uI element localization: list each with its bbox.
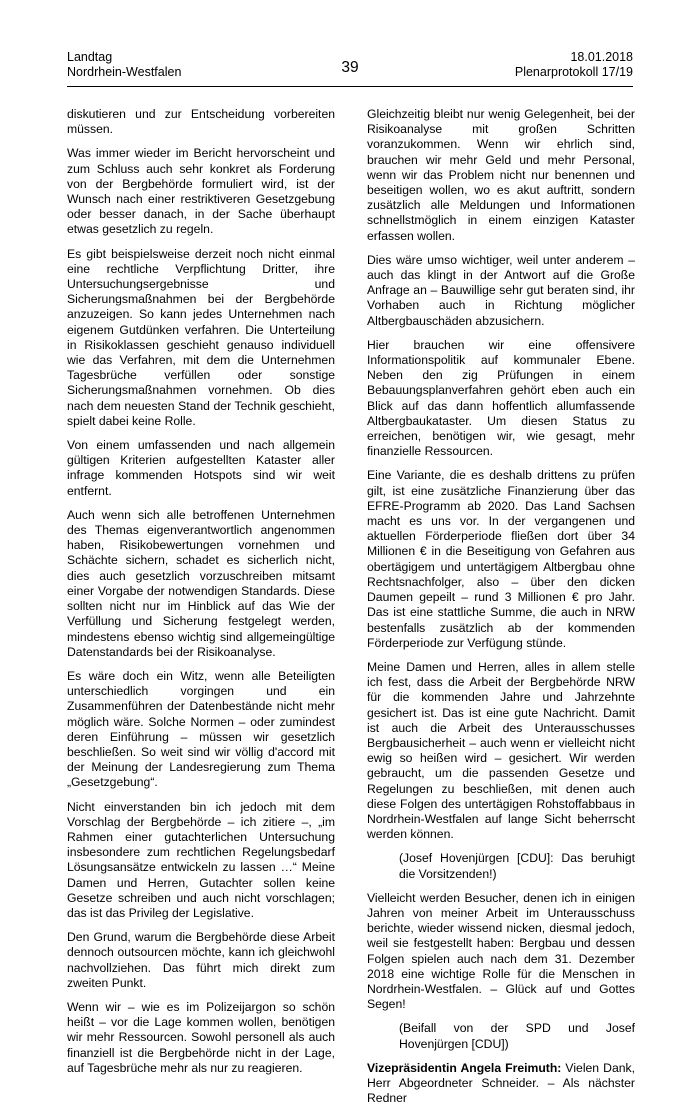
header-date: 18.01.2018	[570, 50, 633, 64]
closing-paragraph	[367, 1061, 635, 1107]
header-parliament: Landtag	[67, 50, 113, 64]
header-protocol: Plenarprotokoll 17/19	[514, 65, 633, 79]
paragraph: diskutieren und zur Entscheidung vorbereiten müssen.	[67, 107, 335, 137]
paragraph: Den Grund, warum die Bergbehörde diese Arbeit dennoch outsourcen möchte, kann ich gleichwohl nachvollziehen. Das führt mich direkt zum zweiten Punkt.	[67, 930, 335, 990]
page-header	[67, 50, 633, 82]
left-column	[67, 107, 335, 1085]
paragraph: Vielleicht werden Besucher, denen ich in einigen Jahren von meiner Arbeit im Unterausschuss berichte, wieder wissend nicken, diesmal jedoch, weil sie festgestellt haben: Bergbau und dessen Folgen spielen auch nach dem 31. Dezember 2018 eine wichtige Rolle für die Menschen in Nordrhein-Westfalen. – Glück auf und Gottes Segen!	[367, 890, 635, 1012]
paragraph: Eine Variante, die es deshalb drittens zu prüfen gilt, ist eine zusätzliche Finanzierung über das EFRE-Programm ab 2020. Das Land Sachsen macht es uns vor. In der vergangenen und aktuellen Förderperiode fließen dort über 34 Millionen € in die Beseitigung von Gefahren aus obertägigem und untertägigem Altbergbau ohne Rechtsnachfolger, also – über den dicken Daumen gepeilt – rund 3 Millionen € pro Jahr. Das ist eine stattliche Summe, die auch in NRW bestenfalls zusätzlich ab der kommenden Förderperiode zur Verfügung stünde.	[367, 468, 635, 650]
paragraph: Von einem umfassenden und nach allgemein gültigen Kriterien aufgestellten Kataster aller infrage kommenden Hotspots sind wir weit entfernt.	[67, 438, 335, 498]
header-right	[515, 50, 633, 80]
paragraph: Was immer wieder im Bericht hervorscheint und zum Schluss auch sehr konkret als Forderung von der Bergbehörde formuliert wird, ist der Wunsch nach einer restriktiveren Gesetzgebung oder besser danach, in der Sache überhaupt etwas gesetzlich zu regeln.	[67, 146, 335, 237]
header-state: Nordrhein-Westfalen	[67, 65, 182, 79]
paragraph: Wenn wir – wie es im Polizeijargon so schön heißt – vor die Lage kommen wollen, benötigen wir mehr Ressourcen. Sowohl personell als auch finanziell ist die Bergbehörde nicht in der Lage, auf Tagesbrüche mehr als nur zu reagieren.	[67, 999, 335, 1075]
paragraph: Es wäre doch ein Witz, wenn alle Beteiligten unterschiedlich vorgingen und ein Zusammenführen der Datenbestände nicht mehr möglich wäre. Solche Normen – oder zumindest deren Einführung – müssen wir gesetzlich beschließen. So weit sind wir völlig d'accord mit der Meinung der Landesregierung zum Thema „Gesetzgebung“.	[67, 668, 335, 790]
interjection: (Beifall von der SPD und Josef Hovenjürgen [CDU])	[399, 1021, 635, 1051]
page-number: 39	[341, 59, 359, 76]
paragraph: Meine Damen und Herren, alles in allem stelle ich fest, dass die Arbeit der Bergbehörde NRW für die kommenden Jahre und Jahrzehnte gesichert ist. Das ist eine gute Nachricht. Damit ist auch die Arbeit des Unterausschusses Bergbausicherheit – auch wenn er vielleicht nicht ewig so heißen wird – gesichert. Wir werden gebraucht, um die passenden Gesetze und Regelungen zu beschließen, mit denen auch diese Folgen des untertägigen Rohstoffabbaus in Nordrhein-Westfalen auf lange Sicht beherrscht werden können.	[367, 659, 635, 842]
paragraph: Nicht einverstanden bin ich jedoch mit dem Vorschlag der Bergbehörde – ich zitiere –, „im Rahmen einer gutachterlichen Untersuchung insbesondere zum rechtlichen Regelungsbedarf Lösungsansätze entwickeln zu lassen …“ Meine Damen und Herren, Gutachter sollen keine Gesetze schreiben und auch nicht vorschlagen; das ist das Privileg der Legislative.	[67, 799, 335, 920]
paragraph: Dies wäre umso wichtiger, weil unter anderem – auch das klingt in der Antwort auf die Große Anfrage an – Bauwillige sehr gut beraten sind, ihr Vorhaben auch in Richtung möglicher Altbergbauschäden abzusichern.	[367, 252, 635, 328]
paragraph: Auch wenn sich alle betroffenen Unternehmen des Themas eigenverantwortlich angenommen haben, Risikobewertungen vornehmen und Schächte sichern, schadet es sicherlich nicht, dies auch gesetzlich vorzuschreiben mitsamt einer Vorgabe der notwendigen Standards. Diese sollten nicht nur im Hinblick auf das Wie der Verfüllung und Sicherung festgelegt werden, mindestens ebenso wichtig sind allgemeingültige Datenstandards bei der Risikoanalyse.	[67, 507, 335, 659]
paragraph: Gleichzeitig bleibt nur wenig Gelegenheit, bei der Risikoanalyse mit großen Schritten voranzukommen. Wenn wir ehrlich sind, brauchen wir mehr Geld und mehr Personal, wenn wir das Problem nicht nur benennen und beseitigen wollen, wo es akut auftritt, sondern zusätzlich alle Meldungen und Informationen schnellstmöglich in einem einzigen Kataster erfassen wollen.	[367, 107, 635, 243]
paragraph: Es gibt beispielsweise derzeit noch nicht einmal eine rechtliche Verpflichtung Dritter, ihre Untersuchungsergebnisse und Sicherungsmaßnahmen bei der Bergbehörde anzuzeigen. So kann jedes Unternehmen nach eigenem Gutdünken verfahren. Die Unterteilung in Risikoklassen geschieht genauso individuell wie das Verfahren, mit dem die Unternehmen Tagesbrüche verfüllen oder sonstige Sicherungsmaßnahmen vornehmen. Ob dies nach dem neuesten Stand der Technik geschieht, spielt dabei keine Rolle.	[67, 246, 335, 428]
header-divider	[67, 86, 633, 87]
speaker-text: Vielen Dank, Herr Abgeordneter Schneider. – Als nächster Redner	[367, 1060, 635, 1106]
right-column	[367, 107, 635, 1115]
speaker-name: Vizepräsidentin Angela Freimuth:	[367, 1060, 562, 1075]
paragraph: Hier brauchen wir eine offensivere Informationspolitik auf kommunaler Ebene. Neben den zig Prüfungen in einem Bebauungsplanverfahren gehört eben auch ein Blick auf das dann hoffentlich allumfassende Altbergbaukataster. Um diesen Status zu erreichen, benötigen wir, wie gesagt, mehr finanzielle Ressourcen.	[367, 337, 635, 459]
interjection: (Josef Hovenjürgen [CDU]: Das beruhigt die Vorsitzenden!)	[399, 851, 635, 881]
